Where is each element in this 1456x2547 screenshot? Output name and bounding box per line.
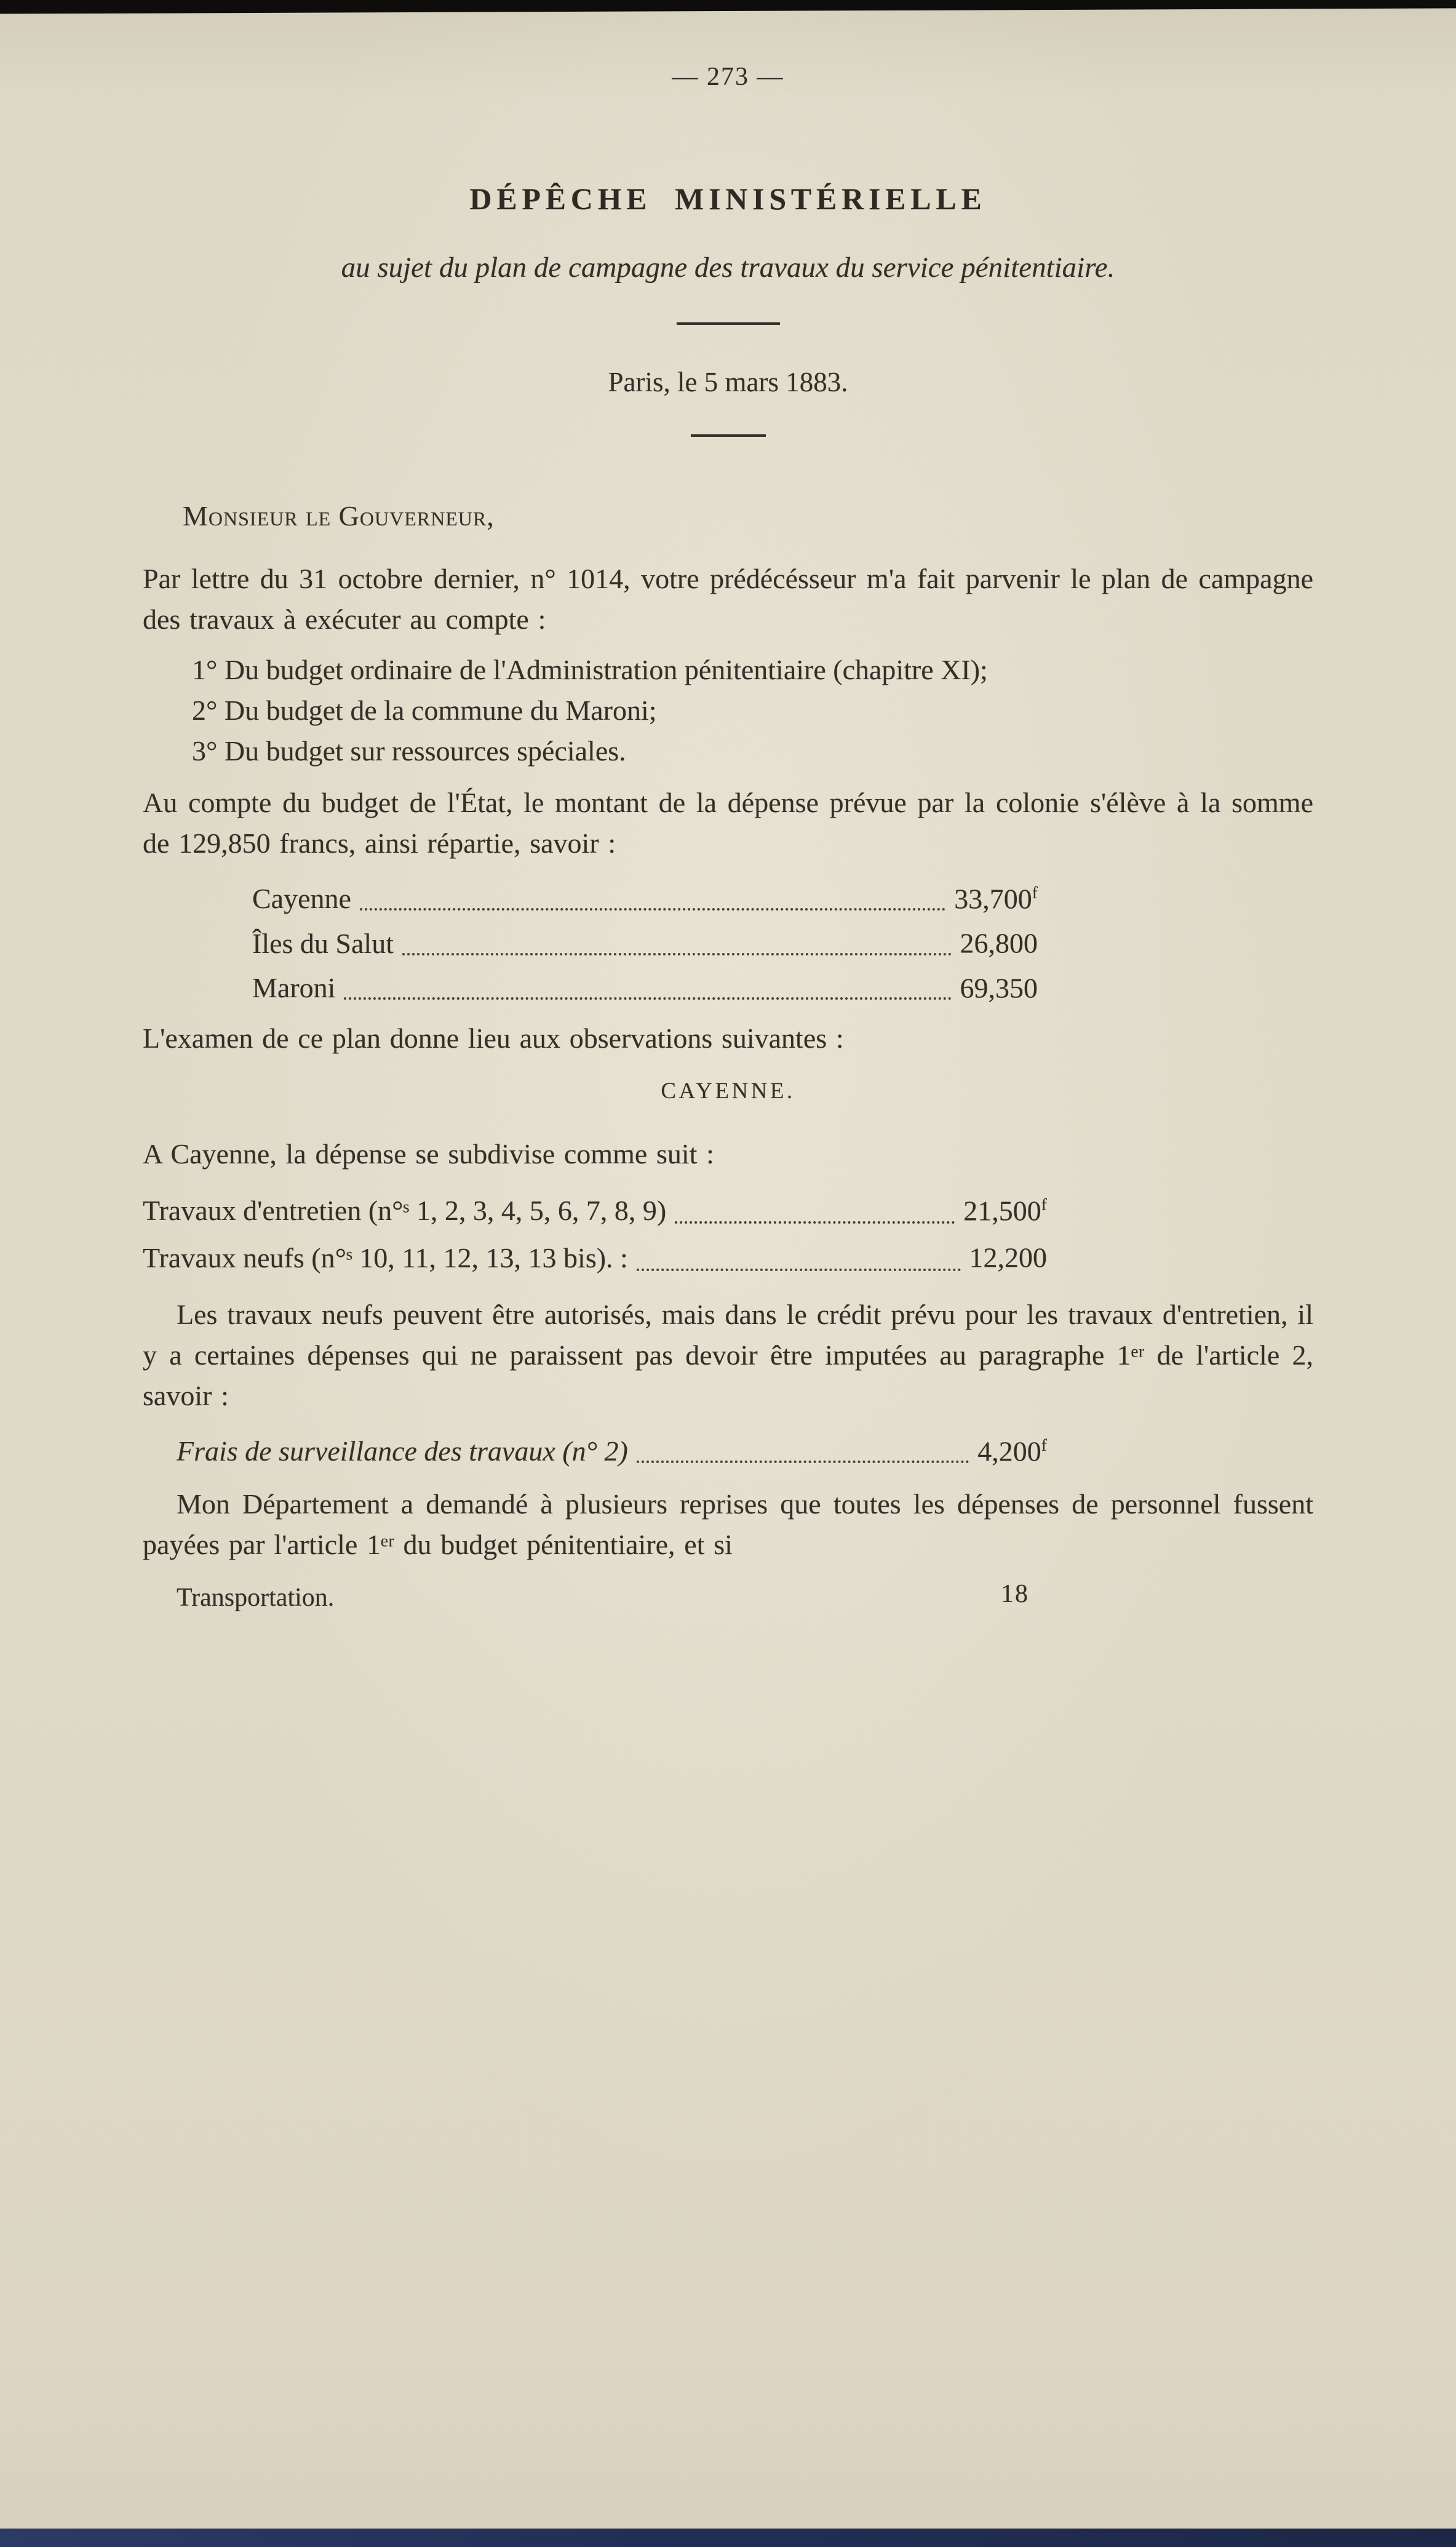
scan-edge-top xyxy=(0,0,1456,14)
allocation-amount: 26,800 xyxy=(960,927,1038,959)
allocation-value xyxy=(960,963,1038,1007)
currency-superscript: f xyxy=(1041,1435,1047,1454)
allocation-value xyxy=(954,874,1038,918)
frais-row xyxy=(177,1426,1047,1470)
leader-dots xyxy=(344,997,951,1000)
leader-dots xyxy=(360,908,945,911)
frais-label: Frais de surveillance des travaux (n° 2) xyxy=(177,1435,628,1467)
paragraph-departement-note: Mon Département a demandé à plusieurs reprises que toutes les dépenses de personnel fussent payées par l'article 1ᵉʳ du budget pénitentiaire, et si xyxy=(143,1488,1313,1560)
works-row-entretien xyxy=(143,1184,1047,1231)
paragraph-cayenne-intro: A Cayenne, la dépense se subdivise comme suit : xyxy=(143,1138,714,1170)
frais-amount: 4,200 xyxy=(977,1435,1041,1467)
allocation-label: Îles du Salut xyxy=(252,927,394,959)
divider-rule-small xyxy=(691,434,766,437)
dateline: Paris, le 5 mars 1883. xyxy=(608,367,848,397)
budget-list xyxy=(192,650,1313,771)
frais-value xyxy=(977,1426,1047,1470)
works-row-neufs xyxy=(143,1231,1047,1278)
budget-list-item-1: 1° Du budget ordinaire de l'Administration pénitentiaire (chapitre XI); xyxy=(192,654,988,685)
allocation-row-iles-du-salut xyxy=(252,918,1038,962)
allocation-row-maroni xyxy=(252,963,1038,1007)
section-heading-cayenne: CAYENNE. xyxy=(661,1078,795,1104)
page-content xyxy=(143,57,1313,1614)
currency-superscript: f xyxy=(1032,883,1038,902)
scan-edge-bottom xyxy=(0,2529,1456,2547)
allocation-label: Cayenne xyxy=(252,883,351,915)
allocation-row-cayenne xyxy=(252,874,1038,918)
works-value xyxy=(969,1231,1048,1278)
works-value xyxy=(963,1184,1047,1231)
budget-list-item-2: 2° Du budget de la commune du Maroni; xyxy=(192,695,657,726)
works-amount: 12,200 xyxy=(969,1242,1047,1274)
leader-dots xyxy=(675,1221,955,1224)
document-title: DÉPÊCHE MINISTÉRIELLE xyxy=(469,181,987,216)
currency-superscript: f xyxy=(1041,1194,1047,1214)
allocation-table xyxy=(252,874,1038,1007)
leader-dots xyxy=(402,953,952,955)
leader-dots xyxy=(637,1461,969,1463)
paragraph-budget-total: Au compte du budget de l'État, le montant de la dépense prévue par la colonie s'élève à la somme de 129,850 francs, ainsi répartie, savoir : xyxy=(143,787,1313,859)
divider-rule-large xyxy=(677,322,780,325)
salutation: Monsieur le Gouverneur, xyxy=(183,500,495,532)
works-table xyxy=(143,1184,1047,1278)
allocation-value xyxy=(960,918,1038,962)
works-label: Travaux neufs (n°ˢ 10, 11, 12, 13, 13 bis). : xyxy=(143,1242,628,1274)
paragraph-examen: L'examen de ce plan donne lieu aux observations suivantes : xyxy=(143,1022,844,1054)
works-amount: 21,500 xyxy=(963,1195,1041,1227)
allocation-amount: 69,350 xyxy=(960,971,1038,1003)
paragraph-travaux-neufs-note: Les travaux neufs peuvent être autorisés, mais dans le crédit prévu pour les travaux d'entretien, il y a certaines dépenses qui ne paraissent pas devoir être imputées au paragraphe 1ᵉʳ de l'article 2, savoir : xyxy=(143,1298,1313,1411)
page-number: — 273 — xyxy=(672,63,784,91)
budget-list-item-3: 3° Du budget sur ressources spéciales. xyxy=(192,735,626,767)
footer-sheet-number: 18 xyxy=(1001,1579,1029,1608)
document-subtitle: au sujet du plan de campagne des travaux du service pénitentiaire. xyxy=(341,252,1115,284)
allocation-amount: 33,700 xyxy=(954,883,1032,915)
leader-dots xyxy=(637,1269,961,1271)
page-footer xyxy=(143,1577,1313,1614)
footer-catchword: Transportation. xyxy=(177,1583,335,1612)
works-label: Travaux d'entretien (n°ˢ 1, 2, 3, 4, 5, 6, 7, 8, 9) xyxy=(143,1195,667,1227)
allocation-label: Maroni xyxy=(252,971,336,1003)
paragraph-intro: Par lettre du 31 octobre dernier, n° 1014, votre prédécésseur m'a fait parvenir le plan de campagne des travaux à exécuter au compte : xyxy=(143,563,1313,635)
